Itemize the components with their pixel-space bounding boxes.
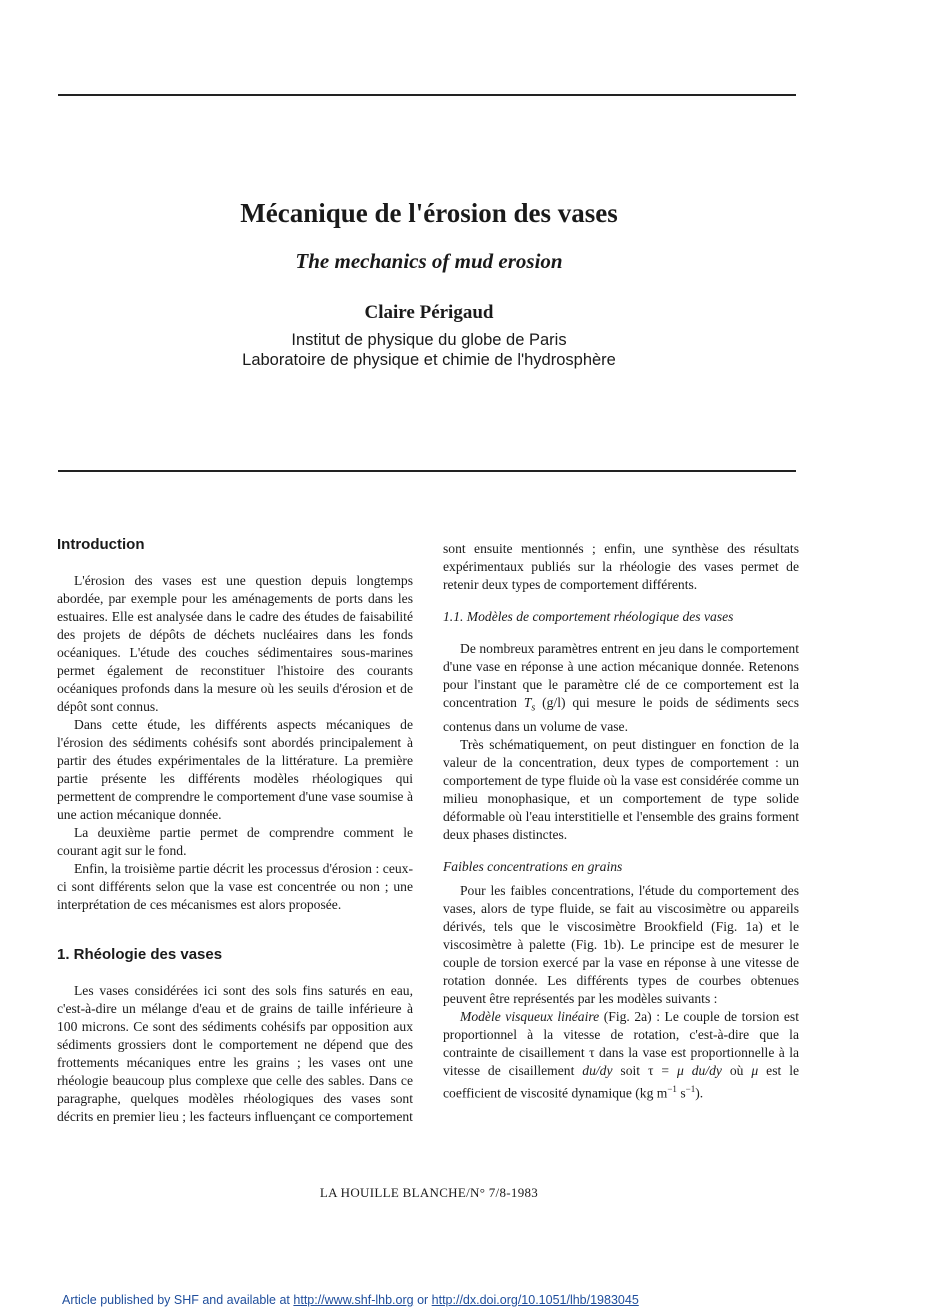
right-column (443, 540, 799, 1102)
subsection-1-1-paragraph-2: Très schématiquement, on peut distinguer en fonction de la valeur de la concentration, deux types de comportement : un comportement de type fluide où la vase est considérée comme un milieu monophasique, et un comportement de type solide déformable où l'eau interstitielle et l'ensemble des grains forment deux phases distinctes. (443, 736, 799, 842)
author-name: Claire Périgaud (364, 302, 494, 323)
paper-title: Mécanique de l'érosion des vases (240, 198, 618, 228)
subsection-1-1-paragraph-1: De nombreux paramètres entrent en jeu dans le comportement d'une vase en réponse à une action mécanique donnée. Retenons pour l'instant que le paramètre clé de ce comportement est la concentration $T_s$ (g/l) qui mesure le poids de sédiments secs contenus dans un volume de vase. (443, 641, 800, 734)
faibles-paragraph-1: Pour les faibles concentrations, l'étude du comportement des vases, alors de type fluide, se fait au viscosimètre ou appareils dérivés, tels que le viscosimètre Brookfield (Fig. 1a) et le viscosimètre à palette (Fig. 1b). Le principe est de mesurer le couple de torsion exercé par la vase en réponse à une vitesse de rotation donnée. Les différents types de courbes obtenues peuvent être représentés par les modèles suivants : (443, 882, 799, 1006)
section-1-heading: 1. Rhéologie des vases (57, 946, 223, 963)
intro-paragraph-1: L'érosion des vases est une question depuis longtemps abordée, par exemple pour les aménagements de ports dans les estuaires. Elle est analysée dans le cadre des études de faisabilité des projets de dépôts de déchets nucléaires dans les fonds océaniques. L'étude des couches sédimentaires sous-marines permet également de reconstituer l'histoire des courants océaniques profonds dans la mesure où les seuils d'érosion et de dépôt sont connus. (57, 573, 413, 714)
intro-paragraph-2: Dans cette étude, les différents aspects mécaniques de l'érosion des sédiments cohésifs sont abordés principalement à partir des études expérimentales de la littérature. La première partie présente les différents modèles rhéologiques qui permettent de comprendre le comportement d'une vase soumise à une action mécanique donnée. (57, 717, 413, 822)
left-column (57, 536, 413, 1126)
paper-subtitle: The mechanics of mud erosion (295, 249, 563, 273)
intro-heading: Introduction (57, 536, 145, 553)
section-1-paragraph-1: Les vases considérées ici sont des sols fins saturés en eau, c'est-à-dire un mélange d'eau et de grains de taille inférieure à 100 microns. Ce sont des sédiments cohésifs par opposition aux sédiments grossiers dont le comportement ne dépend que des frottements mécaniques entre les grains ; les vases ont une rhéologie beaucoup plus complexe que celle des sables. Dans ce paragraphe, quelques modèles rhéologiques des vases sont décrits en premier lieu ; les facteurs influençant ce comportement (57, 983, 413, 1124)
top-rule (58, 94, 796, 96)
faibles-paragraph-2: Modèle visqueux linéaire (Fig. 2a) : Le couple de torsion est proportionnel à la vitesse de rotation, c'est-à-dire que la contrainte de cisaillement τ dans la vase est proportionnelle à la vitesse de cisaillement du/dy soit τ = μ du/dy où μ est le coefficient de viscosité dynamique (kg $m^{-1}$ $s^{-1}$). (443, 1008, 799, 1101)
intro-paragraph-4: Enfin, la troisième partie décrit les processus d'érosion : ceux-ci sont différents selon que la vase est concentrée ou non ; une interprétation de ces mécanismes est alors proposée. (57, 861, 413, 912)
faibles-concentrations-heading: Faibles concentrations en grains (443, 858, 623, 874)
shf-link[interactable]: http://www.shf-lhb.org (293, 1293, 414, 1307)
middle-rule (58, 470, 796, 472)
affiliation-2: Laboratoire de physique et chimie de l'hydrosphère (242, 351, 616, 369)
affiliation-1: Institut de physique du globe de Paris (291, 331, 567, 349)
intro-paragraph-3: La deuxième partie permet de comprendre comment le courant agit sur le fond. (57, 825, 413, 858)
doi-link[interactable]: http://dx.doi.org/10.1051/lhb/1983045 (431, 1293, 639, 1307)
journal-footer: LA HOUILLE BLANCHE/N° 7/8-1983 (319, 1185, 539, 1200)
subsection-1-1-heading: 1.1. Modèles de comportement rhéologique des vases (443, 609, 734, 624)
continued-paragraph: sont ensuite mentionnés ; enfin, une synthèse des résultats expérimentaux publiés sur la rhéologie des vases permet de retenir deux types de comportement différents. (443, 541, 799, 592)
publication-notice: Article published by SHF and available at http://www.shf-lhb.org or http://dx.doi.org/10.1051/lhb/1983045 (62, 1293, 639, 1307)
